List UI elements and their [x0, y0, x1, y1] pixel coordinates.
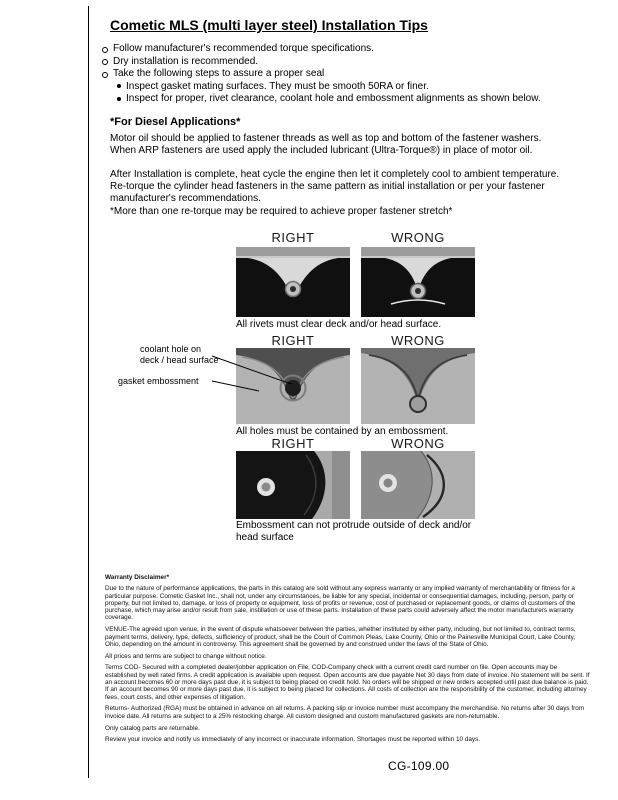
tip-item: [102, 56, 594, 69]
page-code: CG-109.00: [388, 759, 450, 773]
tip-text: Inspect gasket mating surfaces. They must be smooth 50RA or finer.: [126, 80, 429, 92]
wrong-column-label: WRONG: [391, 436, 445, 451]
rivet-caption: All rivets must clear deck and/or head surface.: [236, 319, 442, 330]
right-column-label: RIGHT: [271, 230, 315, 245]
tip-text: Follow manufacturer's recommended torque specifications.: [113, 43, 374, 54]
rivet-right-figure: [236, 247, 350, 317]
tip-item: [102, 68, 594, 81]
embossment-protruding-diagram-icon: [361, 451, 475, 519]
legal-paragraph: VENUE-The agreed upon venue, in the event of dispute whatsoever between the parties, whether instituted by either party, including, but not limited to, contract terms, payment terms, delivery, type, defects, sufficiency of product, shall be the Court of Common Pleas, Lake County, Ohio or the Painesville Municipal Court, Lake County, Ohio, depending on the amount in controversy. This agreement shall be governed by and construed under the laws of the State of Ohio.: [105, 626, 576, 648]
legal-paragraph: Due to the nature of performance applications, the parts in this catalog are sold without any express warranty or any implied warranty of merchantability or fitness for a particular purpose. Cometic Gasket Inc., shall not, under any circumstances, be liable for any special, incidental or consequential damages, including, person, party or property, but not limited to, damage, or loss of property or equipment, loss of profits or revenue, cost of purchased or replacement goods, or claims of customers of the purchase, which may arise and/or result from sale, instillation or use of these parts. Installation of these parts could adversely affect the motor manufacturers warranty coverage.: [105, 585, 576, 622]
left-margin-rule: [88, 6, 89, 778]
tip-sub-item: [117, 81, 594, 94]
right-column-label: RIGHT: [271, 436, 315, 451]
gasket-embossment-callout: gasket embossment: [118, 376, 199, 386]
rivet-interference-diagram-icon: [361, 247, 475, 317]
tip-text: Take the following steps to assure a proper seal: [113, 68, 325, 79]
legal-paragraph: Only catalog parts are returnable.: [105, 724, 200, 732]
diesel-applications-heading: *For Diesel Applications*: [110, 116, 241, 128]
tip-sub-item: [117, 93, 594, 106]
protrusion-right-figure: [236, 451, 350, 519]
hollow-bullet-icon: [102, 72, 108, 78]
legal-paragraph: Returns- Authorized (RGA) must be obtained in advance on all returns. A packing slip or invoice number must accompany the merchandise. No returns after 30 days from invoice date. All returns are subject to a 25% restocking charge. All custom designed and custom manufactured gaskets are non-returnable.: [105, 705, 585, 720]
hollow-bullet-icon: [102, 59, 108, 65]
rivet-clear-diagram-icon: [236, 247, 350, 317]
retorque-note: *More than one re-torque may be required to achieve proper fastener stretch*: [110, 206, 453, 217]
warranty-disclaimer-heading: Warranty Disclaimer*: [105, 574, 170, 581]
page-title: Cometic MLS (multi layer steel) Installation Tips: [110, 17, 428, 33]
protrusion-caption: Embossment can not protrude outside of deck and/or head surface: [236, 520, 472, 543]
hollow-bullet-icon: [102, 47, 108, 53]
tips-list: [102, 43, 594, 106]
legal-paragraph: All prices and terms are subject to change without notice.: [105, 652, 267, 660]
diesel-paragraph-1: Motor oil should be applied to fastener threads as well as top and bottom of the fastener washers. When ARP fasteners are used apply the included lubricant (Ultra-Torque®) in place of motor oil.: [110, 133, 542, 156]
diesel-paragraph-2: After Installation is complete, heat cycle the engine then let it completely cool to ambient temperature. Re-torque the cylinder head fasteners in the same pattern as initial installation or per your fastener manufacturer's recommendations.: [110, 169, 560, 204]
tip-item: [102, 43, 594, 56]
tip-text: Dry installation is recommended.: [113, 55, 259, 67]
solid-bullet-icon: [117, 84, 121, 88]
right-column-label: RIGHT: [271, 333, 315, 348]
protrusion-wrong-figure: [361, 451, 475, 519]
wrong-column-label: WRONG: [391, 333, 445, 348]
callout-leader-lines-icon: [211, 351, 297, 399]
embossment-wrong-figure: [361, 348, 475, 424]
legal-paragraph: Terms COD- Secured with a completed dealer/jobber application on File, COD-Company check with a current credit card number on file. Open accounts may be established by well rated firms. A credit application is available upon request. Open accounts are due payable Net 30 days from date of invoice. No statement will be sent. If an account becomes 60 or more days past due, it is subject to being placed on credit hold. No orders will be shipped or new orders accepted until past due balance is paid. If an account becomes 90 or more days past due, it is subject to being placed for collections. All costs of collection are the responsibility of the customer, including attorney fees, court costs, and other expenses of litigation.: [105, 664, 590, 701]
wrong-column-label: WRONG: [391, 230, 445, 245]
holes-caption: All holes must be contained by an embossment.: [236, 426, 449, 437]
coolant-hole-callout: coolant hole on deck / head surface: [140, 344, 219, 365]
hole-not-contained-diagram-icon: [361, 348, 475, 424]
rivet-wrong-figure: [361, 247, 475, 317]
tip-text: Inspect for proper, rivet clearance, coolant hole and embossment alignments as shown below.: [126, 93, 541, 104]
legal-paragraph: Review your invoice and notify us immediately of any incorrect or inaccurate information. Shortages must be reported within 10 days.: [105, 736, 481, 744]
warranty-disclaimer-section: [105, 574, 591, 748]
embossment-inside-deck-diagram-icon: [236, 451, 350, 519]
solid-bullet-icon: [117, 97, 121, 101]
